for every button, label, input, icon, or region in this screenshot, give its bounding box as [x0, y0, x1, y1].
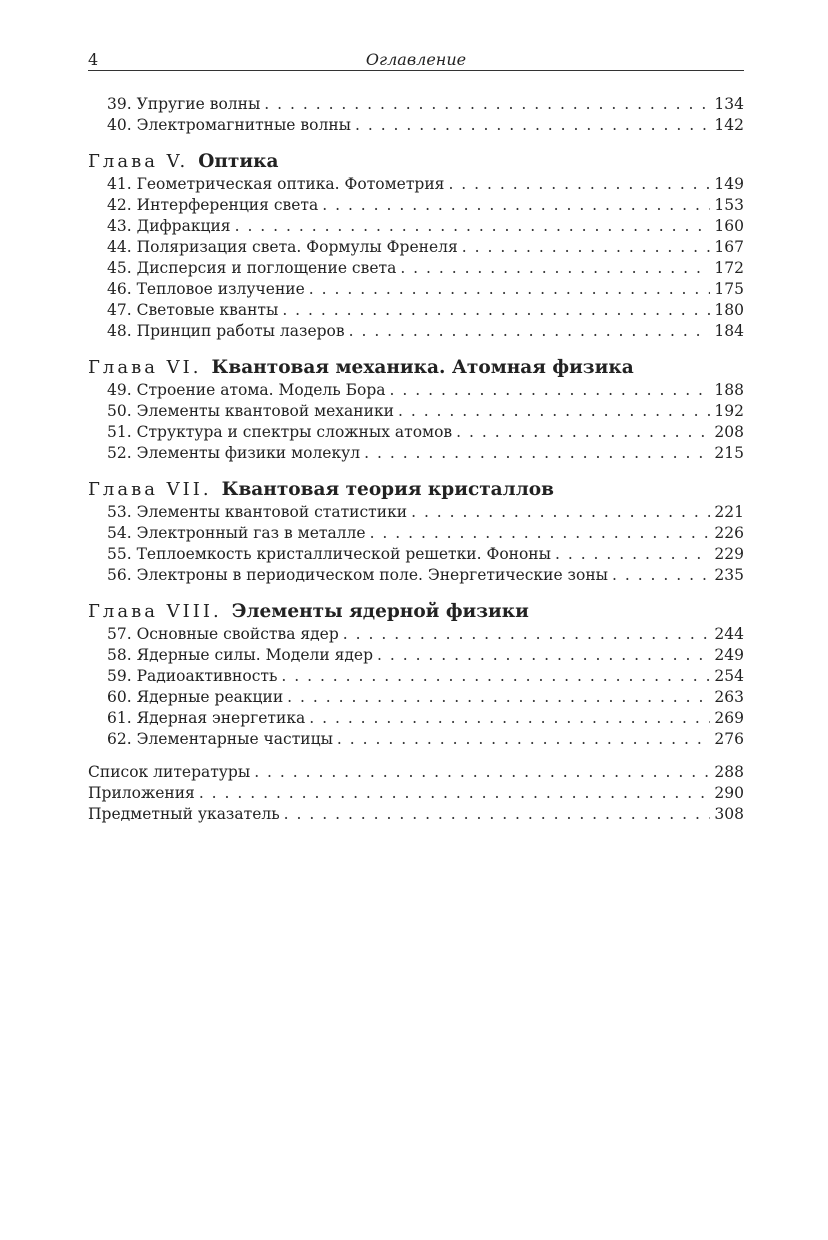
toc-entry	[88, 380, 744, 401]
entry-number: 54.	[107, 524, 132, 542]
entry-title-group	[107, 216, 231, 237]
entry-title: Принцип работы лазеров	[136, 322, 345, 340]
dot-leader	[264, 94, 710, 115]
entry-title-group	[107, 666, 277, 687]
chapter-title: Квантовая механика. Атомная физика	[211, 357, 634, 378]
dot-leader	[284, 804, 710, 825]
entry-title: Список литературы	[88, 763, 251, 781]
entry-title: Ядерная энергетика	[136, 709, 306, 727]
entry-title: Ядерные силы. Модели ядер	[136, 646, 374, 664]
entry-number: 56.	[107, 566, 132, 584]
dot-leader	[456, 422, 710, 443]
entry-page: 254	[714, 667, 744, 685]
entry-title: Радиоактивность	[136, 667, 278, 685]
toc-entry	[88, 94, 744, 115]
toc-entry	[88, 237, 744, 258]
entry-number: 62.	[107, 730, 132, 748]
entry-title-group	[107, 645, 373, 666]
entry-title: Ядерные реакции	[136, 688, 284, 706]
entry-title: Дисперсия и поглощение света	[136, 259, 397, 277]
entry-title-group	[107, 321, 345, 342]
dot-leader	[555, 544, 710, 565]
entry-title-group	[107, 401, 394, 422]
dot-leader	[349, 321, 710, 342]
entry-page: 308	[714, 805, 744, 823]
entry-title-group	[107, 380, 386, 401]
entry-title-group	[88, 762, 250, 783]
entry-title: Геометрическая оптика. Фотометрия	[136, 175, 445, 193]
toc-entry	[88, 624, 744, 645]
chapter-title: Оптика	[198, 151, 279, 172]
entry-title-group	[88, 783, 195, 804]
entry-title: Электроны в периодическом поле. Энергетические зоны	[136, 566, 608, 584]
chapter-label: Глава VII.	[88, 479, 212, 500]
chapter-label: Глава VIII.	[88, 601, 222, 622]
entry-page: 244	[714, 625, 744, 643]
entry-title: Элементы физики молекул	[136, 444, 361, 462]
entry-title-group	[107, 544, 551, 565]
chapter-heading	[88, 478, 744, 502]
toc-entry	[88, 174, 744, 195]
entry-number: 39.	[107, 95, 132, 113]
dot-leader	[400, 258, 710, 279]
dot-leader	[199, 783, 710, 804]
entry-title-group	[107, 279, 305, 300]
entry-page: 184	[714, 322, 744, 340]
dot-leader	[377, 645, 710, 666]
chapter-label: Глава V.	[88, 151, 189, 172]
entry-page: 188	[714, 381, 744, 399]
toc-entry	[88, 666, 744, 687]
entry-number: 60.	[107, 688, 132, 706]
entry-number: 59.	[107, 667, 132, 685]
entry-title: Световые кванты	[136, 301, 279, 319]
entry-title: Тепловое излучение	[136, 280, 305, 298]
entry-page: 226	[714, 524, 744, 542]
entry-title: Предметный указатель	[88, 805, 280, 823]
toc-entry	[88, 645, 744, 666]
entry-title: Упругие волны	[136, 95, 261, 113]
entry-number: 43.	[107, 217, 132, 235]
entry-page: 263	[714, 688, 744, 706]
entry-title-group	[107, 624, 339, 645]
entry-number: 48.	[107, 322, 132, 340]
entry-number: 53.	[107, 503, 132, 521]
entry-title: Строение атома. Модель Бора	[136, 381, 386, 399]
dot-leader	[309, 279, 710, 300]
entry-page: 167	[714, 238, 744, 256]
toc-entry	[88, 804, 744, 825]
entry-page: 208	[714, 423, 744, 441]
entry-number: 52.	[107, 444, 132, 462]
entry-page: 276	[714, 730, 744, 748]
dot-leader	[390, 380, 710, 401]
toc-entry	[88, 729, 744, 750]
toc-entry	[88, 422, 744, 443]
page-number: 4	[88, 50, 99, 69]
entry-title-group	[88, 804, 280, 825]
entry-page: 134	[714, 95, 744, 113]
entry-page: 175	[714, 280, 744, 298]
entry-number: 47.	[107, 301, 132, 319]
entry-title: Основные свойства ядер	[136, 625, 339, 643]
entry-page: 269	[714, 709, 744, 727]
dot-leader	[287, 687, 710, 708]
toc-entry	[88, 502, 744, 523]
dot-leader	[235, 216, 710, 237]
entry-page: 288	[714, 763, 744, 781]
chapter-heading	[88, 150, 744, 174]
dot-leader	[612, 565, 710, 586]
entry-title: Элементы квантовой статистики	[136, 503, 408, 521]
entry-page: 172	[714, 259, 744, 277]
entry-page: 142	[714, 116, 744, 134]
toc-entry	[88, 565, 744, 586]
entry-number: 44.	[107, 238, 132, 256]
entry-number: 49.	[107, 381, 132, 399]
entry-number: 55.	[107, 545, 132, 563]
entry-page: 290	[714, 784, 744, 802]
entry-page: 160	[714, 217, 744, 235]
dot-leader	[282, 300, 710, 321]
entry-page: 229	[714, 545, 744, 563]
entry-title: Приложения	[88, 784, 195, 802]
chapter-title: Элементы ядерной физики	[231, 601, 529, 622]
toc-entry	[88, 401, 744, 422]
entry-title: Элементарные частицы	[136, 730, 333, 748]
entry-number: 40.	[107, 116, 132, 134]
toc-entry	[88, 783, 744, 804]
chapter-title: Квантовая теория кристаллов	[221, 479, 554, 500]
entry-page: 215	[714, 444, 744, 462]
entry-title: Поляризация света. Формулы Френеля	[136, 238, 458, 256]
entry-title: Электронный газ в металле	[136, 524, 366, 542]
chapter-heading	[88, 356, 744, 380]
entry-title: Структура и спектры сложных атомов	[136, 423, 453, 441]
toc-entry	[88, 762, 744, 783]
entry-number: 61.	[107, 709, 132, 727]
dot-leader	[281, 666, 710, 687]
entry-number: 41.	[107, 175, 132, 193]
dot-leader	[322, 195, 710, 216]
entry-title: Электромагнитные волны	[136, 116, 351, 134]
toc-entry	[88, 544, 744, 565]
dot-leader	[355, 115, 710, 136]
entry-number: 57.	[107, 625, 132, 643]
toc-entry	[88, 279, 744, 300]
toc-entry	[88, 708, 744, 729]
toc-entry	[88, 258, 744, 279]
entry-title: Теплоемкость кристаллической решетки. Фононы	[136, 545, 551, 563]
entry-page: 235	[714, 566, 744, 584]
entry-title-group	[107, 195, 318, 216]
dot-leader	[343, 624, 710, 645]
toc-entry	[88, 443, 744, 464]
toc-entry	[88, 321, 744, 342]
dot-leader	[364, 443, 710, 464]
entry-title-group	[107, 502, 407, 523]
dot-leader	[462, 237, 710, 258]
dot-leader	[254, 762, 710, 783]
entry-title: Дифракция	[136, 217, 231, 235]
entry-title-group	[107, 115, 351, 136]
table-of-contents	[88, 94, 744, 825]
toc-entry	[88, 523, 744, 544]
chapter-heading	[88, 600, 744, 624]
entry-title-group	[107, 687, 283, 708]
entry-title-group	[107, 258, 396, 279]
entry-title-group	[107, 174, 444, 195]
entry-page: 192	[714, 402, 744, 420]
entry-title-group	[107, 237, 458, 258]
dot-leader	[398, 401, 710, 422]
entry-number: 58.	[107, 646, 132, 664]
section-gap	[88, 750, 744, 762]
entry-title-group	[107, 443, 360, 464]
dot-leader	[370, 523, 710, 544]
entry-title-group	[107, 523, 366, 544]
toc-entry	[88, 216, 744, 237]
entry-title-group	[107, 300, 278, 321]
entry-page: 149	[714, 175, 744, 193]
entry-title: Элементы квантовой механики	[136, 402, 394, 420]
entry-title: Интерференция света	[136, 196, 319, 214]
dot-leader	[309, 708, 710, 729]
toc-entry	[88, 300, 744, 321]
entry-number: 46.	[107, 280, 132, 298]
entry-page: 180	[714, 301, 744, 319]
dot-leader	[448, 174, 710, 195]
dot-leader	[337, 729, 710, 750]
toc-entry	[88, 115, 744, 136]
running-title: Оглавление	[365, 50, 467, 69]
entry-page: 153	[714, 196, 744, 214]
entry-page: 221	[714, 503, 744, 521]
entry-title-group	[107, 422, 452, 443]
entry-title-group	[107, 94, 260, 115]
entry-number: 45.	[107, 259, 132, 277]
entry-number: 42.	[107, 196, 132, 214]
dot-leader	[411, 502, 710, 523]
entry-number: 50.	[107, 402, 132, 420]
entry-title-group	[107, 729, 333, 750]
toc-entry	[88, 687, 744, 708]
entry-title-group	[107, 565, 608, 586]
page-header	[88, 48, 744, 71]
entry-number: 51.	[107, 423, 132, 441]
toc-entry	[88, 195, 744, 216]
chapter-label: Глава VI.	[88, 357, 202, 378]
entry-page: 249	[714, 646, 744, 664]
entry-title-group	[107, 708, 305, 729]
